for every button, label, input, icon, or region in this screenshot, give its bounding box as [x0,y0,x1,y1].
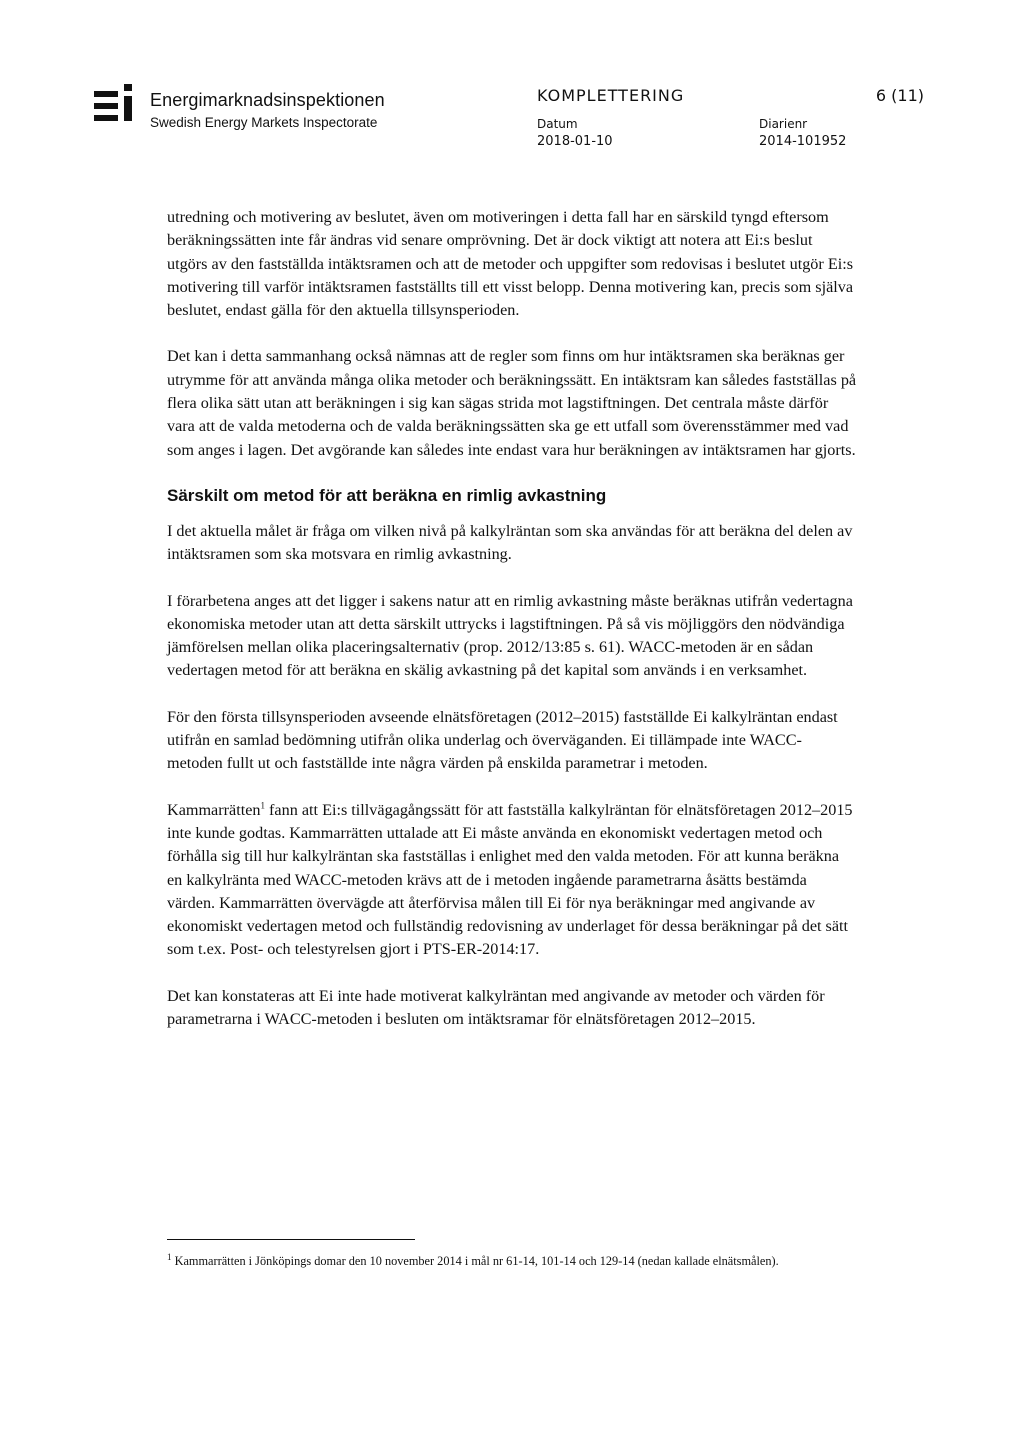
document-type: KOMPLETTERING [537,86,685,105]
diary-number-label: Diarienr [759,117,808,131]
footnote-text: Kammarrätten i Jönköpings domar den 10 november 2014 i mål nr 61-14, 101-14 och 129-14 (nedan kallade elnätsmålen). [171,1254,779,1268]
paragraph [167,799,857,962]
org-name-english: Swedish Energy Markets Inspectorate [150,115,378,130]
footnote-marker: 1 [167,1251,172,1262]
footnote-divider [167,1239,415,1240]
paragraph: I förarbetena anges att det ligger i sakens natur att en rimlig avkastning måste beräknas utifrån vedertagna ekonomiska metoder utan att detta särskilt uttrycks i lagstiftningen. På så vis möjliggörs den nödvändiga jämförelsen mellan olika placeringsalternativ (prop. 2012/13:85 s. 61). WACC-metoden är en sådan vedertagen metod för att beräkna en skälig avkastning på det kapital som används i en verksamhet. [167,591,853,680]
diary-number-value: 2014-101952 [759,134,847,149]
document-body [167,206,857,1054]
paragraph: Det kan konstateras att Ei inte hade motiverat kalkylräntan med angivande av metoder och värden för parametrarna i WACC-metoden i besluten om intäktsramar för elnätsföretagen 2012–2015. [167,986,825,1029]
paragraph: Det kan i detta sammanhang också nämnas att de regler som finns om hur intäktsramen ska beräknas ger utrymme för att använda många olika metoder och beräkningssätt. En intäktsram kan således fastställas på flera olika sätt utan att beräkningen i sig kan sägas strida mot lagstiftningen. Det centrala måste därför vara att de valda metoderna och de valda beräkningssätten ska ge ett utfall som överensstämmer med vad som anges i lagen. Det avgörande kan således inte endast vara hur beräkningen av intäktsramen har gjorts. [167,347,857,459]
paragraph-text: fann att Ei:s tillvägagångssätt för att fastställa kalkylräntan för elnätsföretagen 2012–2015 inte kunde godtas. Kammarrätten uttalade att Ei måste använda en ekonomiskt vedertagen metod och förhålla sig till hur kalkylräntan ska fastställas i enlighet med den valda metoden. För att kunna beräkna en kalkylränta med WACC-metoden krävs att de i metoden ingående parametrarna åsätts bestämda värden. Kammarrätten övervägde att återförvisa målen till Ei för nya beräkningar med angivande av ekonomiskt vedertagen metod och fullständig redovisning av underlaget för dessa beräkningar på det sätt som t.ex. Post- och telestyrelsen gjort i PTS-ER-2014:17. [167,800,853,959]
paragraph-lead: Kammarrätten [167,800,261,819]
paragraph: För den första tillsynsperioden avseende elnätsföretagen (2012–2015) fastställde Ei kalkylräntan endast utifrån en samlad bedömning utifrån olika underlag och överväganden. Ei tillämpade inte WACC-metoden fullt ut och fastställde inte några värden på enskilda parametrar i metoden. [167,707,838,773]
date-value: 2018-01-10 [537,134,613,149]
org-name: Energimarknadsinspektionen [150,90,385,110]
section-heading: Särskilt om metod för att beräkna en rimlig avkastning [167,485,607,505]
ei-logo-icon [94,84,138,128]
footnote-reference[interactable]: 1 [260,800,265,811]
page-number: 6 (11) [875,86,924,105]
paragraph: utredning och motivering av beslutet, även om motiveringen i detta fall har en särskild tyngd eftersom beräkningssätten inte får ändras vid senare omprövning. Det är dock viktigt att notera att Ei:s beslut utgörs av den fastställda intäktsramen och att de metoder och uppgifter som redovisas i beslutet utgör Ei:s motivering till varför intäktsramen fastställts till ett visst belopp. Denna motivering kan, precis som själva beslutet, endast gälla för den aktuella tillsynsperioden. [167,208,854,320]
document-header [94,82,934,152]
paragraph: I det aktuella målet är fråga om vilken nivå på kalkylräntan som ska användas för att beräkna del delen av intäktsramen som ska motsvara en rimlig avkastning. [167,521,853,564]
footnote [167,1251,857,1271]
date-label: Datum [537,117,578,131]
